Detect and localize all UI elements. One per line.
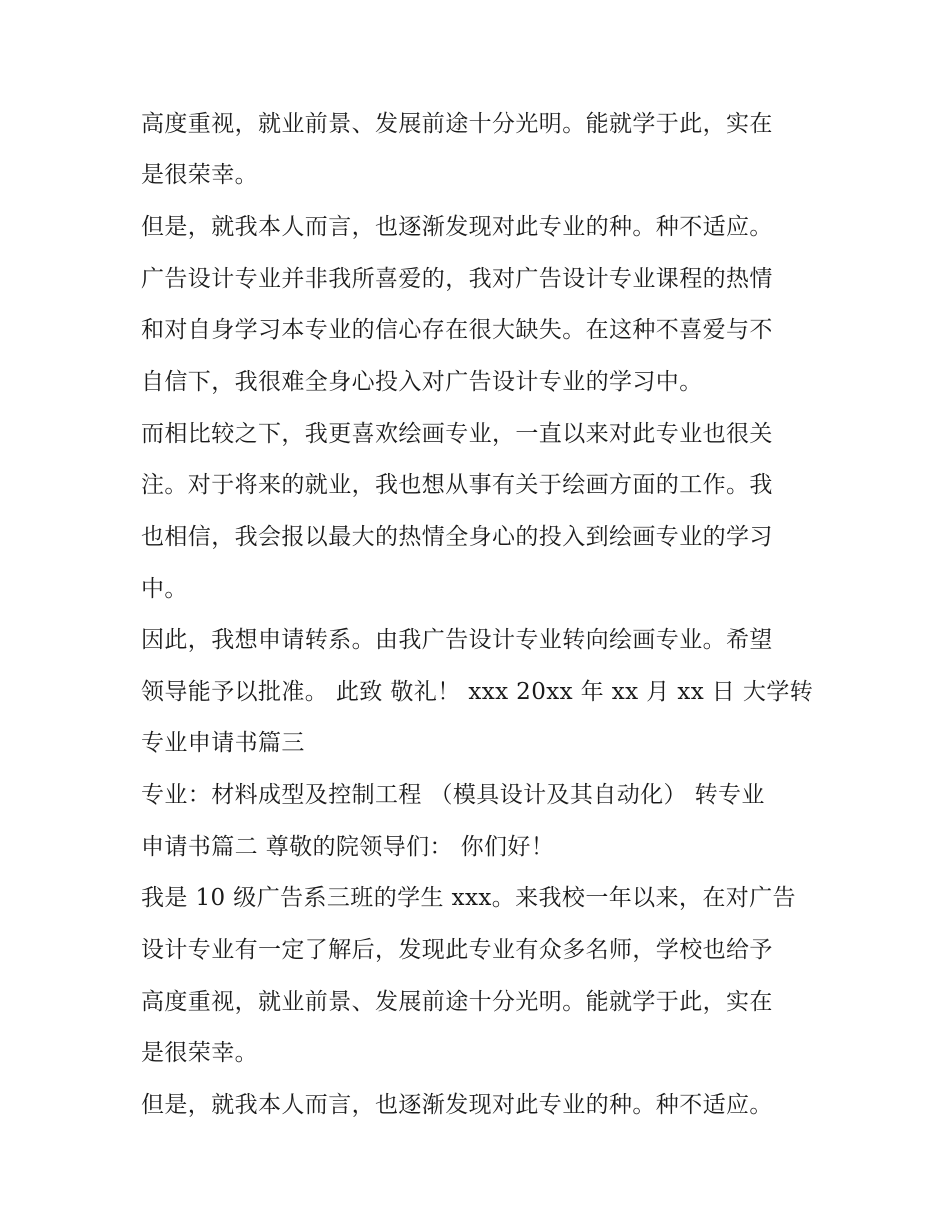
- text-line: 自信下，我很难全身心投入对广告设计专业的学习中。: [141, 369, 703, 395]
- text-line: 广告设计专业并非我所喜爱的，我对广告设计专业课程的热情: [141, 266, 773, 292]
- text-line: 我是 10 级广告系三班的学生 xxx。来我校一年以来，在对广告: [141, 885, 796, 911]
- text-line: 注。对于将来的就业，我也想从事有关于绘画方面的工作。我: [141, 472, 773, 498]
- text-line: 高度重视，就业前景、发展前途十分光明。能就学于此，实在: [141, 989, 773, 1015]
- text-line: 但是，就我本人而言，也逐渐发现对此专业的种。种不适应。: [141, 214, 773, 240]
- text-line: 和对自身学习本专业的信心存在很大缺失。在这种不喜爱与不: [141, 317, 773, 343]
- text-line: 专业申请书篇三: [141, 730, 305, 756]
- text-line: 是很荣幸。: [141, 1040, 258, 1066]
- text-line: 中。: [141, 576, 188, 602]
- text-line: 申请书篇二 尊敬的院领导们： 你们好！: [141, 834, 555, 860]
- text-line: 因此，我想申请转系。由我广告设计专业转向绘画专业。希望: [141, 627, 773, 653]
- text-line: 高度重视，就业前景、发展前途十分光明。能就学于此，实在: [141, 111, 773, 137]
- text-line: 设计专业有一定了解后，发现此专业有众多名师，学校也给予: [141, 937, 773, 963]
- text-line: 专业：材料成型及控制工程 （模具设计及其自动化） 转专业: [141, 782, 765, 808]
- text-line: 也相信，我会报以最大的热情全身心的投入到绘画专业的学习: [141, 524, 773, 550]
- text-line: 领导能予以批准。 此致 敬礼！ xxx 20xx 年 xx 月 xx 日 大学转: [141, 679, 814, 705]
- text-line: 是很荣幸。: [141, 162, 258, 188]
- text-line: 而相比较之下，我更喜欢绘画专业，一直以来对此专业也很关: [141, 421, 773, 447]
- text-line: 但是，就我本人而言，也逐渐发现对此专业的种。种不适应。: [141, 1092, 773, 1118]
